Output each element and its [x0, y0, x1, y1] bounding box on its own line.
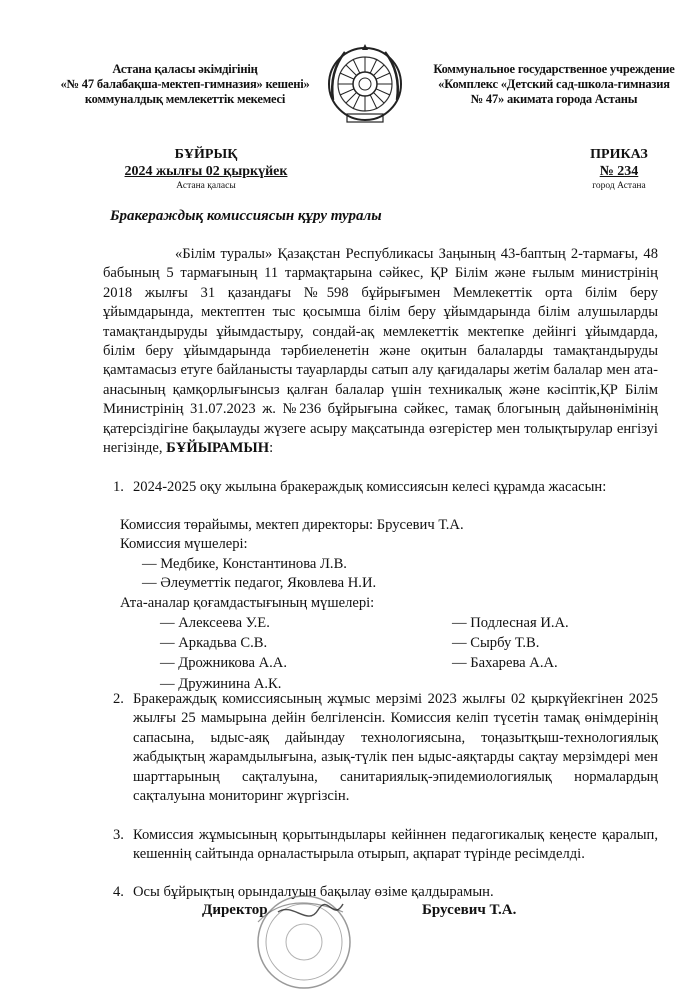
order-title: БҰЙРЫҚ [174, 147, 238, 162]
preamble-command: БҰЙЫРАМЫН [166, 440, 270, 457]
parent-member: — Дрожникова А.А. [160, 655, 287, 671]
order-date: 2024 жылғы 02 қыркүйек [124, 164, 288, 179]
order-item-4 [113, 883, 658, 902]
item-number: 4. [113, 884, 124, 900]
order-item-1 [113, 478, 658, 497]
parent-member: — Аркадьва С.В. [160, 635, 268, 651]
signature-role: Директор [202, 902, 268, 918]
parent-member: — Дружинина А.К. [160, 676, 282, 692]
order-item-2 [113, 690, 658, 806]
order-item-3 [113, 826, 658, 865]
header-right-line: «Комплекс «Детский сад-школа-гимназия [438, 77, 670, 91]
parent-member: — Сырбу Т.В. [452, 635, 540, 651]
header-kazakh [60, 62, 310, 107]
parents-label: Ата-аналар қоғамдастығының мүшелері: [120, 595, 375, 611]
preamble-colon: : [269, 440, 274, 457]
header-right-line: Коммунальное государственное учреждение [433, 62, 675, 76]
parent-member: — Подлесная И.А. [452, 615, 569, 631]
official-stamp-icon [248, 882, 358, 989]
header-left-line: «№ 47 балабақша-мектеп-гимназия» кешені» [60, 77, 310, 91]
header-left-line: Астана қаласы әкімдігінің [112, 62, 258, 76]
commission-member: — Әлеуметтік педагог, Яковлева Н.И. [142, 575, 377, 591]
commission-chair: Комиссия төрайымы, мектеп директоры: Брусевич Т.А. [120, 517, 464, 533]
commission-members-label: Комиссия мүшелері: [120, 536, 248, 552]
state-emblem-icon [325, 42, 405, 126]
item-text: Осы бұйрықтың орындалуын бақылау өзіме қалдырамын. [133, 884, 494, 900]
signature-name: Брусевич Т.А. [422, 902, 517, 918]
order-city: город Астана [592, 181, 646, 191]
commission-member: — Медбике, Константинова Л.В. [142, 556, 347, 572]
order-city: Астана қаласы [176, 181, 236, 191]
order-number: № 234 [599, 164, 639, 179]
parent-member: — Бахарева А.А. [452, 655, 558, 671]
order-title: ПРИКАЗ [590, 147, 648, 162]
header-left-line: коммуналдық мемлекеттік мекемесі [84, 92, 286, 106]
item-number: 2. [113, 691, 124, 707]
header-right-line: № 47» акимата города Астаны [470, 92, 638, 106]
header-russian [424, 62, 684, 107]
parent-member: — Алексеева У.Е. [160, 615, 270, 631]
order-block-russian [578, 146, 660, 192]
item-number: 1. [113, 479, 124, 495]
preamble-text: «Білім туралы» Қазақстан Республикасы Заңының 43-баптың 2-тармағы, 48 бабының 5 тармағының 11 тармақтарына сәйкес, ҚР Білім және ғылым министрінің 2018 жылғы 31 қазандағы №598 бұйрығымен Мемлекеттік орта білім беру ұйымдарында, мектептен тыс қосымша білім беру ұйымдарында білім алушыларды тамақтандыруды ұйымдастыру, сондай-ақ мемлекеттік мектепке дейінгі ұйымдарда, білім беру ұйымдарында тәрбиеленетін және оқитын балаларды тамақтандыруды қамтамасыз етуге байланысты тауарларды сатып алу қағидалары жетім балалар мен ата-анасының қамқорлығынсыз қалған балалар үшін техникалық және кәсіптік,ҚР Білім Министрінің 31.07.2023 ж. №236 бұйрығына сәйкес, тамақ блогының дайынөнімінің қатерсіздігіне бақылауды жүзеге асыру мақсатында өзгерістер мен толықтырулар енгізуі негізінде, [103, 246, 658, 457]
item-text: Бракераждық комиссиясының жұмыс мерзімі 2023 жылғы 02 қыркүйекгінен 2025 жылғы 25 мамырына дейін белгіленсін. Комиссия келіп түсетін тамақ өнімдерінің сапасына, ыдыс-аяқ дайындау технологиясына, тоңазытқыш-технологиялық жабдықтың жарамдылығына, азық-түлік пен ыдыс-аяқтарды сақтау мерзімдері мен шарттарының сақталуына, санитариялық-эпидемиологиялық нормалардың сақталуына мониторинг жүргізсін. [133, 691, 658, 805]
item-text: 2024-2025 оқу жылына бракераждық комиссиясын келесі құрамда жасасын: [133, 479, 607, 495]
item-text: Комиссия жұмысының қорытындылары кейіннен педагогикалық кеңесте қаралып, кешеннің сайтында орналастырыла отырып, ақпарат түрінде ресімделді. [133, 827, 658, 863]
preamble-paragraph [103, 245, 658, 458]
order-subject: Бракераждық комиссиясын құру туралы [110, 208, 382, 224]
item-number: 3. [113, 827, 124, 843]
order-block-kazakh [108, 146, 304, 192]
